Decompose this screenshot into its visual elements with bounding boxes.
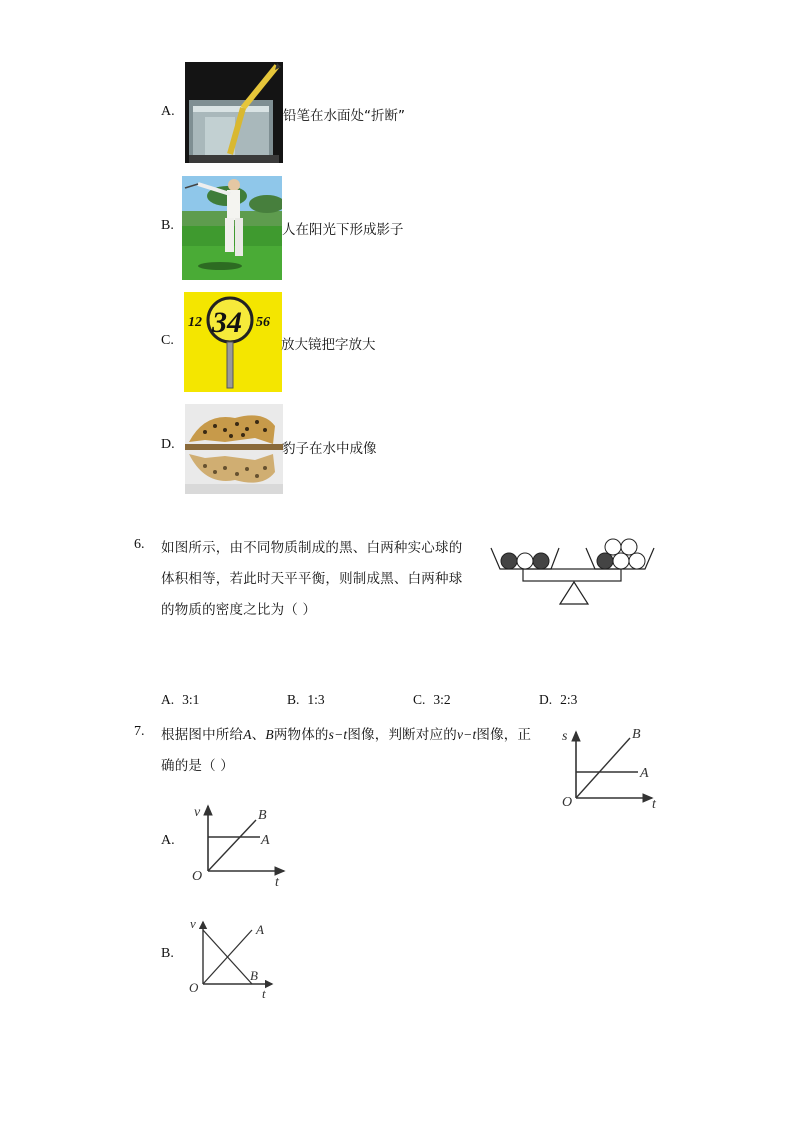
text-segment: 图像，正 (476, 727, 532, 743)
question-text-line-1: 如图所示，由不同物质制成的黑、白两种实心球的 (161, 540, 463, 556)
magnifier-digits-mid: 34 (212, 306, 242, 339)
y-axis-label: s (562, 729, 568, 744)
line-a-label: A (256, 922, 264, 937)
st-graph-label: s−t (328, 727, 348, 742)
object-a-label: A (243, 727, 252, 742)
option-letter: B. (161, 946, 174, 961)
choice-a[interactable] (161, 692, 199, 708)
magnifier-photo (184, 292, 282, 392)
text-segment: 两物体的 (273, 727, 329, 743)
x-axis-label: t (275, 875, 279, 890)
balance-scale-figure (488, 536, 658, 606)
choice-value: 3:1 (182, 692, 200, 707)
magnifier-digits-right: 56 (256, 315, 270, 330)
line-a-label: A (640, 766, 649, 781)
option-text: 放大镜把字放大 (281, 337, 376, 353)
question-text-line-1 (161, 723, 531, 743)
right-pan-balls (597, 539, 645, 569)
vt-graph-label: v−t (456, 727, 477, 742)
option-text: 豹子在水中成像 (282, 441, 377, 457)
origin-label: O (189, 980, 199, 995)
option-letter: B. (161, 218, 174, 233)
origin-label: O (192, 869, 203, 884)
line-b-label: B (250, 968, 258, 983)
text-segment: 图像，判断对应的 (347, 727, 457, 743)
vt-graph-option-b[interactable] (186, 914, 278, 1000)
line-b-label: B (258, 808, 267, 823)
golfer-shadow-photo (182, 176, 282, 280)
choice-label: C. (413, 692, 426, 707)
choice-b[interactable] (287, 692, 325, 708)
question-number: 7. (134, 724, 145, 739)
option-letter: A. (161, 104, 175, 119)
question-text-line-2: 体积相等，若此时天平平衡，则制成黑、白两种球 (161, 571, 463, 587)
y-axis-label: v (190, 916, 196, 931)
option-letter: C. (161, 333, 174, 348)
vt-graph-option-a[interactable] (188, 800, 288, 890)
y-axis-label: v (194, 805, 201, 820)
magnifier-digits-left: 12 (188, 315, 202, 330)
x-axis-label: t (262, 986, 266, 1000)
text-segment: 根据图中所给 (161, 727, 244, 743)
leopard-reflection-photo (185, 404, 283, 494)
option-text: 人在阳光下形成影子 (282, 222, 404, 238)
choice-value: 1:3 (307, 692, 325, 707)
x-axis-label: t (652, 797, 656, 812)
option-text: 铅笔在水面处“折断” (283, 108, 405, 124)
text-segment: 、 (251, 727, 266, 743)
line-b-label: B (632, 727, 641, 742)
choice-label: D. (539, 692, 553, 707)
option-letter: D. (161, 437, 175, 452)
choice-value: 3:2 (433, 692, 451, 707)
choice-value: 2:3 (560, 692, 578, 707)
choice-d[interactable] (539, 692, 577, 708)
object-b-label: B (265, 727, 274, 742)
question-text-line-3: 的物质的密度之比为（ ） (161, 602, 317, 618)
option-letter: A. (161, 833, 175, 848)
question-number: 6. (134, 537, 145, 552)
choice-label: B. (287, 692, 300, 707)
line-a-label: A (261, 833, 270, 848)
choice-c[interactable] (413, 692, 451, 708)
choice-label: A. (161, 692, 175, 707)
st-graph (556, 724, 664, 812)
left-pan-balls (501, 553, 549, 569)
question-text-line-2: 确的是（ ） (161, 758, 234, 774)
origin-label: O (562, 795, 573, 810)
pencil-in-water-photo (185, 62, 283, 163)
